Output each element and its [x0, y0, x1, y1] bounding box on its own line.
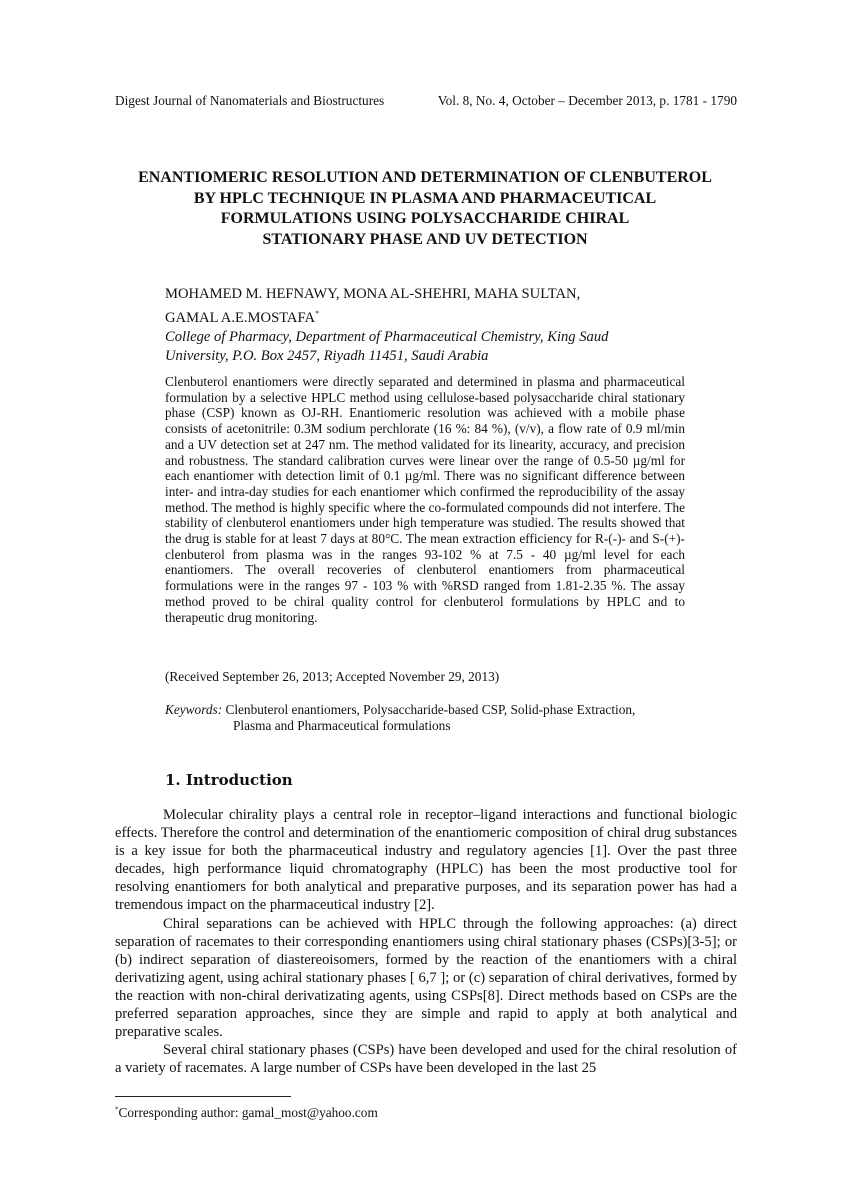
keywords-text: Clenbuterol enantiomers, Polysaccharide-based CSP, Solid-phase Extraction,	[222, 702, 636, 717]
author-list-line: MOHAMED M. HEFNAWY, MONA AL-SHEHRI, MAHA SULTAN,	[165, 286, 581, 302]
title-line: ENANTIOMERIC RESOLUTION AND DETERMINATION OF CLENBUTEROL	[138, 169, 712, 186]
paragraph: Several chiral stationary phases (CSPs) have been developed and used for the chiral resolution of a variety of racemates. A large number of CSPs have been developed in the last 25	[115, 1042, 737, 1077]
keywords	[165, 702, 705, 734]
affiliation-line: College of Pharmacy, Department of Pharmaceutical Chemistry, King Saud	[165, 328, 609, 345]
paragraph: Chiral separations can be achieved with HPLC through the following approaches: (a) direct separation of racemates to their corresponding enantiomers using chiral stationary phases (CSPs)[3-5]; or (b) indirect separation of diastereoisomers, formed by the reaction of the enantiomers with a chiral derivatizing agent, using achiral stationary phases [ 6,7 ]; or (c) separation of chiral derivatives, formed by the reaction with non-chiral derivatizating agents, using CSPs[8]. Direct methods based on CSPs are the preferred separation approaches, since they are simple and rapid to apply at both analytical and preparative scales.	[115, 915, 737, 1041]
author-block	[165, 285, 725, 366]
running-head	[115, 93, 737, 109]
footnote	[115, 1105, 378, 1121]
author-name: GAMAL A.E.MOSTAFA	[165, 309, 316, 326]
title-line: STATIONARY PHASE AND UV DETECTION	[262, 230, 588, 248]
received-dates: (Received September 26, 2013; Accepted November 29, 2013)	[165, 669, 500, 684]
journal-name: Digest Journal of Nanomaterials and Biostructures	[115, 93, 385, 108]
abstract: Clenbuterol enantiomers were directly separated and determined in plasma and pharmaceutical formulation by a selective HPLC method using cellulose-based polysaccharide chiral stationary phase (CSP) known as OJ-RH. Enantiomeric resolution was achieved with a mobile phase consists of acetonitrile: 0.3M sodium perchlorate (16 %: 84 %), (v/v), a flow rate of 0.9 ml/min and a UV detection set at 247 nm. The method validated for its linearity, accuracy, and precision and robustness. The standard calibration curves were linear over the range of 0.5-50 µg/ml for each enantiomer with detection limit of 0.1 µg/ml. There was no significant difference between inter- and intra-day studies for each enantiomer which confirmed the reproducibility of the assay method. The method is highly specific where the co-formulated compounds did not interfere. The stability of clenbuterol enantiomers under high temperature was studied. The results showed that the drug is stable for at least 7 days at 80°C. The mean extraction efficiency for R-(-)- and S-(+)- clenbuterol from plasma was in the ranges 93-102 % at 7.5 - 40 µg/ml level for each enantiomers. The overall recoveries of clenbuterol enantiomers from pharmaceutical formulations were in the ranges 97 - 103 % with %RSD ranged from 1.81-2.35 %. The assay method proved to be chiral quality control for clenbuterol formulations by HPLC and to therapeutic drug monitoring.	[165, 374, 685, 625]
keywords-label: Keywords:	[165, 702, 223, 717]
paper-title	[110, 168, 740, 250]
author-list-line	[165, 304, 725, 328]
affiliation-line: University, P.O. Box 2457, Riyadh 11451, Saudi Arabia	[165, 347, 489, 364]
title-line: BY HPLC TECHNIQUE IN PLASMA AND PHARMACEUTICAL	[193, 189, 657, 207]
footnote-divider	[115, 1096, 291, 1097]
paragraph: Molecular chirality plays a central role in receptor–ligand interactions and functional biologic effects. Therefore the control and determination of the enantiomeric composition of chiral drug substances is a key issue for both the pharmaceutical industry and regulatory agencies [1]. Over the past three decades, high performance liquid chromatography (HPLC) has been the most productive tool for resolving enantiomers for both analytical and preparative purposes, and its separation power has had a tremendous impact on the pharmaceutical industry [2].	[115, 807, 737, 914]
title-line: FORMULATIONS USING POLYSACCHARIDE CHIRAL	[220, 210, 630, 227]
footnote-text: Corresponding author: gamal_most@yahoo.com	[118, 1105, 378, 1120]
section-heading: 1. Introduction	[165, 771, 293, 789]
corresponding-author-mark: *	[315, 309, 320, 318]
volume-info: Vol. 8, No. 4, October – December 2013, p. 1781 - 1790	[437, 93, 737, 108]
footnote-mark: *	[115, 1105, 119, 1114]
introduction-body	[115, 806, 737, 1077]
keywords-text: Plasma and Pharmaceutical formulations	[233, 718, 451, 733]
